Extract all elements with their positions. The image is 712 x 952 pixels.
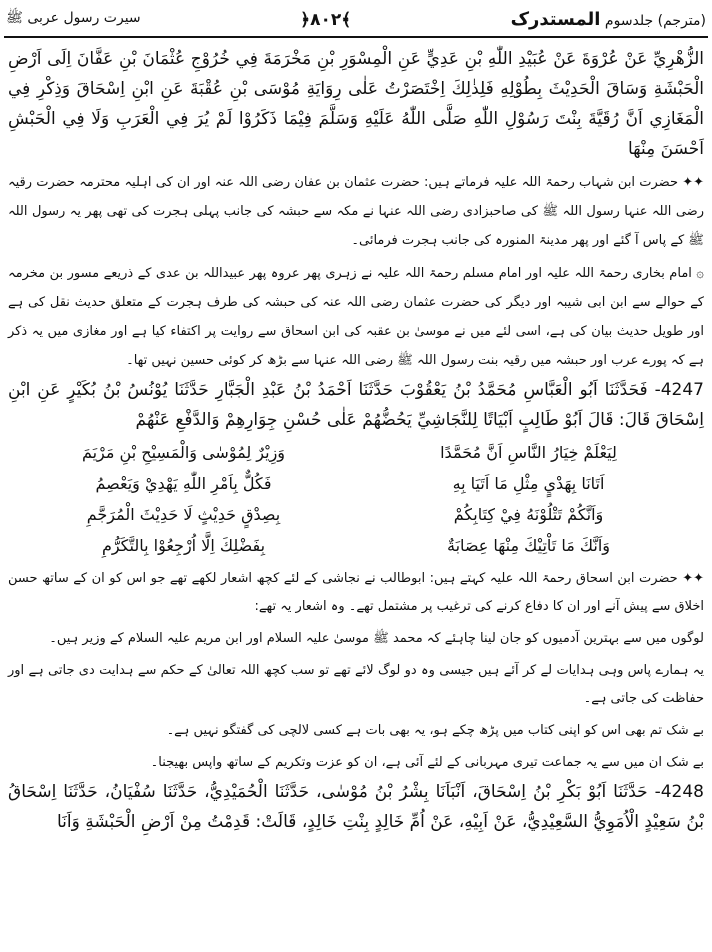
urdu-translation-paragraph: ✦✦ حضرت ابن شہاب رحمۃ اللہ علیہ فرماتے ہیں: حضرت عثمان بن عفان رضی اللہ عنہ اور ان کی اہلیہ محترمہ حضرت رقیہ رضی اللہ عنہا رسول اللہ ﷺ کی صاحبزادی رضی اللہ عنہا نے مکہ سے حبشہ کی جانب پہلی ہجرت کی تھی پھر یہ رسول اللہ ﷺ کے پاس آ گئے اور پھر مدینۃ المنورہ کی جانب ہجرت فرمائی۔ xyxy=(8,175,704,248)
section-title: سیرت رسول عربی ﷺ xyxy=(6,10,141,26)
poem-verse: وَاَنَّكَ مَا تَاْتِيْكَ مِنْهَا عِصَابَةٌ xyxy=(447,536,610,555)
poem-verse: بِصِدْقٍ حَدِيْثٍ لَا حَدِيْثَ الْمُرَجَّمِ xyxy=(86,505,281,524)
poem-verse: فَكُلٌّ بِاَمْرِ اللّٰهِ يَهْدِيْ وَيَعْصِمُ xyxy=(95,474,272,493)
urdu-footnote-paragraph: ۞ امام بخاری رحمۃ اللہ علیہ اور امام مسلم رحمۃ اللہ علیہ نے زہری پھر عروہ پھر عبیداللہ بن عدی کے ذریعے مسور بن مخرمہ کے حوالے سے ابن ابی شیبہ اور دیگر کی حضرت عثمان رضی اللہ عنہ کی حبشہ کی طرف ہجرت کے متعلق حدیث نقل کی ہے اور طویل حدیث بیان کی ہے، اسی لئے میں نے موسیٰ بن عقبہ کی ابن اسحاق سے روایت پر اکتفاء کیا ہے اور مغازی میں یہ ذکر ہے کہ پورے عرب اور حبشہ میں رقیہ بنت رسول اللہ ﷺ رضی اللہ عنہا سے بڑھ کر کوئی حسین نہیں تھا۔ xyxy=(8,266,704,368)
urdu-translation-paragraph: ✦✦ حضرت ابن اسحاق رحمۃ اللہ علیہ کہتے ہیں: ابوطالب نے نجاشی کے لئے کچھ اشعار لکھے تھے جو اس کو ان کے ساتھ حسن اخلاق سے پیش آنے اور ان کا دفاع کرنے کی ترغیب پر مشتمل تھے۔ وہ اشعار یہ تھے: xyxy=(8,571,704,614)
urdu-verse-translation: یہ ہمارے پاس وہی ہدایات لے کر آئے ہیں جیسی وہ دو لوگ لائے تھے تو سب کچھ اللہ تعالیٰ کے حکم سے ہدایت دی جاتی ہے اور حفاظت کی جاتی ہے۔ xyxy=(8,663,704,706)
urdu-verse-translation: لوگوں میں سے بہترین آدمیوں کو جان لینا چاہئے کہ محمد ﷺ موسیٰ علیہ السلام اور ابن مریم علیہ السلام کے وزیر ہیں۔ xyxy=(49,631,704,646)
poem-verse: لِيَعْلَمْ خِيَارُ النَّاسِ اَنَّ مُحَمَّدًا xyxy=(440,443,617,462)
urdu-verse-translation: بے شک ان میں سے یہ جماعت تیری مہربانی کے لئے آئی ہے، ان کو عزت وتکریم کے ساتھ واپس بھیجنا۔ xyxy=(150,755,704,770)
hadith-4248-text: 4248- حَدَّثَنَا اَبُوْ بَكْرِ بْنُ اِسْحَاقَ، اَنْبَاَنَا بِشْرُ بْنُ مُوْسٰى، حَدَّثَنَا الْحُمَيْدِيُّ، حَدَّثَنَا سُفْيَانُ، حَدَّثَنَا اِسْحَاقُ بْنُ سَعِيْدٍ الْاُمَوِيُّ السَّعِيْدِيُّ، عَنْ اَبِيْهِ، عَنْ اُمِّ خَالِدٍ بِنْتِ خَالِدٍ، قَالَتْ: قَدِمْتُ مِنْ اَرْضِ الْحَبْشَةِ وَاَنَا xyxy=(8,782,704,832)
poem-verse: بِفَضْلِكَ اِلَّا اُرْجِعُوْا بِالتَّكَرُّمِ xyxy=(101,536,266,555)
page-header xyxy=(6,4,706,34)
poem-verse: اَتَانَا بِهَدْيٍ مِثْلِ مَا اَتَيَا بِهِ xyxy=(452,474,605,493)
arabic-isnad-continuation: الزُّهْرِيِّ عَنْ عُرْوَةَ عَنْ عُبَيْدِ اللّٰهِ بْنِ عَدِيٍّ عَنِ الْمِسْوَرِ بْنِ مَخْرَمَةَ فِي خُرُوْجِ عُثْمَانَ بْنِ عَفَّانَ اِلَى اَرْضِ الْحَبْشَةِ وَسَاقَ الْحَدِيْثَ بِطُوْلِهِ فَلِذٰلِكَ اِخْتَصَرْتُ عَلٰى رِوَايَةِ مُوْسَى بْنِ عُقْبَةَ عَنِ ابْنِ اِسْحَاقَ وَذِكْرِ فِي الْمَغَازِي اَنَّ رُقَيَّةَ بِنْتَ رَسُوْلِ اللّٰهِ صَلَّى اللّٰهُ عَلَيْهِ وَسَلَّمَ فِيْمَا ذَكَرُوْا لَمْ يُرَ فِي الْعَرَبِ وَلَا فِي الْحَبْشِ اَحْسَنَ مِنْهَا xyxy=(8,49,704,159)
urdu-verse-translation: بے شک تم بھی اس کو اپنی کتاب میں پڑھ چکے ہو، یہ بھی بات ہے کسی لالچی کی گفتگو نہیں ہے۔ xyxy=(166,723,704,738)
poem-verse: وَاَنَّكُمْ تَتْلُوْنَهُ فِيْ كِتَابِكُمْ xyxy=(453,505,604,524)
arabic-poem xyxy=(26,437,686,561)
poem-verse: وَزِيْرٌ لِمُوْسٰى وَالْمَسِيْحِ بْنِ مَرْيَمَ xyxy=(81,443,286,462)
book-subtitle: (مترجم) جلدسوم xyxy=(604,12,706,29)
page-body xyxy=(8,44,704,946)
header-divider xyxy=(4,36,708,38)
page-number: ﴿۸۰۲﴾ xyxy=(300,9,352,30)
book-title: المستدرک xyxy=(510,8,601,30)
hadith-4247-text: 4247- فَحَدَّثَنَا اَبُو الْعَبَّاسِ مُحَمَّدُ بْنُ يَعْقُوْبَ حَدَّثَنَا اَحْمَدُ بْنُ عَبْدِ الْجَبَّارِ حَدَّثَنَا يُوْنُسُ بْنُ بُكَيْرٍ عَنِ ابْنِ اِسْحَاقَ قَالَ: قَالَ اَبُوْ طَالِبٍ اَبْيَاتًا لِلنَّجَاشِيِّ يَحُضُّهُمْ عَلٰى حُسْنِ جِوَارِهِمْ وَالدَّفْعِ عَنْهُمْ xyxy=(8,380,704,430)
book-title-block xyxy=(511,9,706,30)
